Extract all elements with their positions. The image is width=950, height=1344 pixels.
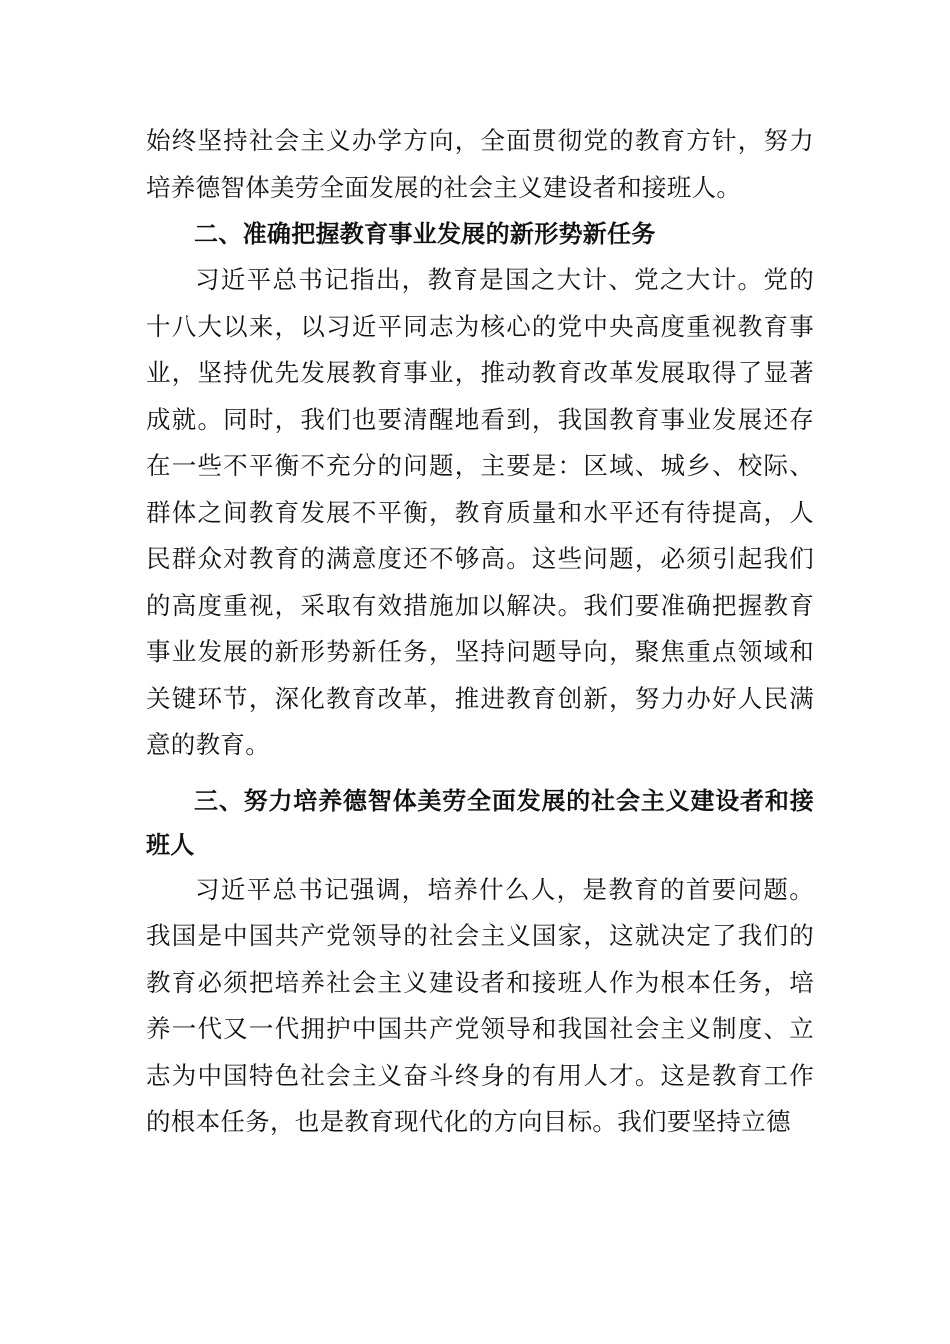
section-heading-2: 二、准确把握教育事业发展的新形势新任务 [194,220,656,248]
section-heading-3: 三、努力培养德智体美劳全面发展的社会主义建设者和接班人 [146,786,814,859]
paragraph-section-3: 习近平总书记强调，培养什么人，是教育的首要问题。我国是中国共产党领导的社会主义国家，这就决定了我们的教育必须把培养社会主义建设者和接班人作为根本任务，培养一代又一代拥护中国共产党领导和我国社会主义制度、立志为中国特色社会主义奋斗终身的有用人才。这是教育工作的根本任务，也是教育现代化的方向目标。我们要坚持立德 [146,874,814,1136]
paragraph-continuation: 始终坚持社会主义办学方向，全面贯彻党的教育方针，努力培养德智体美劳全面发展的社会主义建设者和接班人。 [146,126,814,202]
document-body [146,118,814,1146]
paragraph-section-2: 习近平总书记指出，教育是国之大计、党之大计。党的十八大以来，以习近平同志为核心的党中央高度重视教育事业，坚持优先发展教育事业，推动教育改革发展取得了显著成就。同时，我们也要清醒地看到，我国教育事业发展还存在一些不平衡不充分的问题，主要是：区域、城乡、校际、群体之间教育发展不平衡，教育质量和水平还有待提高，人民群众对教育的满意度还不够高。这些问题，必须引起我们的高度重视，采取有效措施加以解决。我们要准确把握教育事业发展的新形势新任务，坚持问题导向，聚焦重点领域和关键环节，深化教育改革，推进教育创新，努力办好人民满意的教育。 [146,265,814,759]
